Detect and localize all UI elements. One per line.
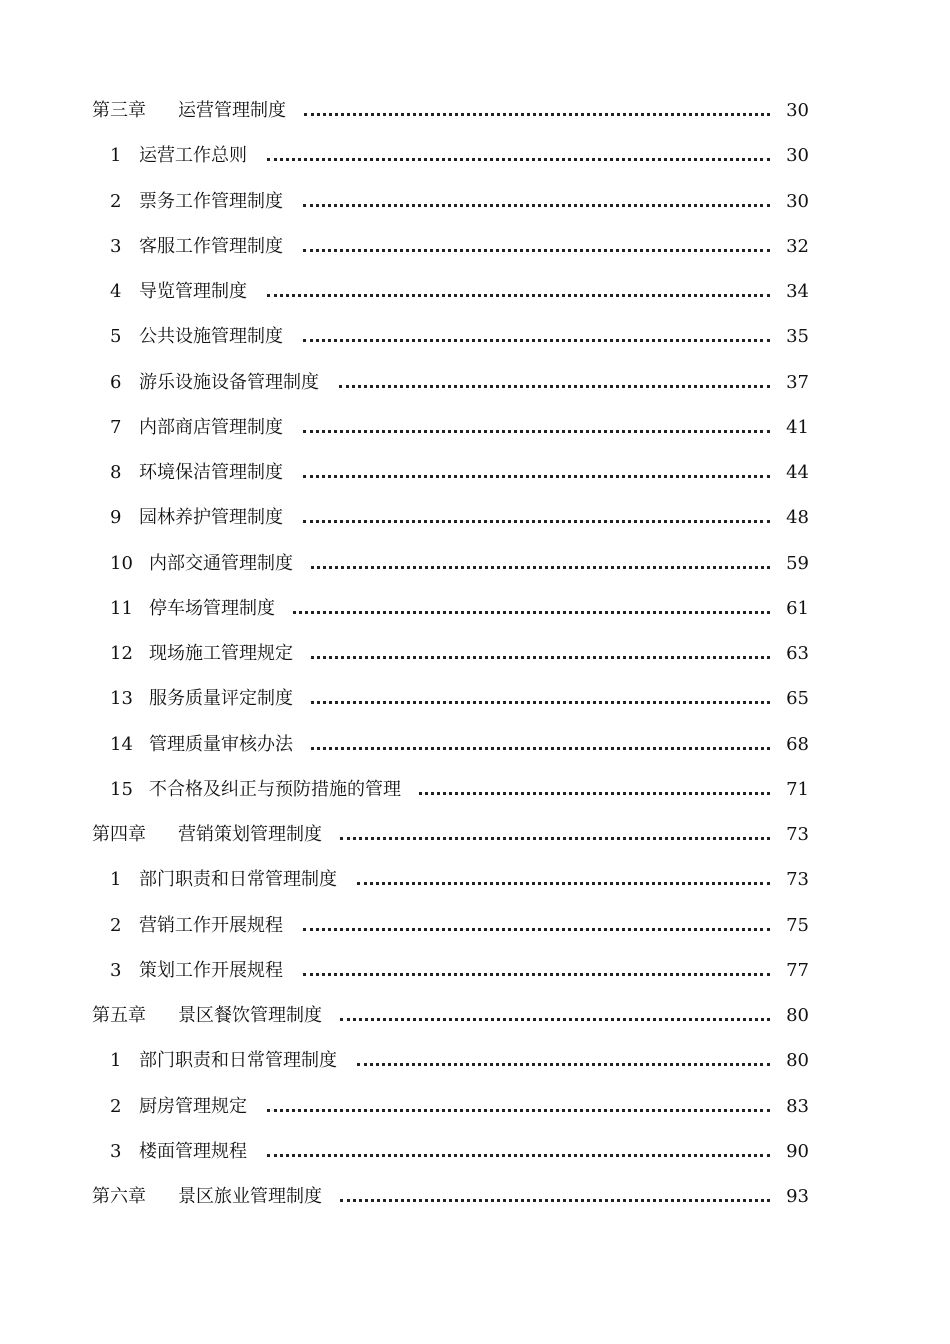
toc-entry-page: 77 <box>786 959 809 981</box>
toc-entry-title: 停车场管理制度 <box>149 597 275 619</box>
toc-entry-number: 10 <box>110 552 133 574</box>
toc-entry-number: 14 <box>110 733 133 755</box>
toc-entry-number: 第六章 <box>92 1186 146 1207</box>
toc-dot-leader <box>303 520 770 523</box>
toc-entry <box>0 186 950 218</box>
toc-entry-number: 1 <box>110 145 122 167</box>
toc-entry-number: 第三章 <box>92 100 146 121</box>
toc-entry-title: 内部交通管理制度 <box>149 552 293 574</box>
toc-entry-title: 策划工作开展规程 <box>139 959 283 981</box>
toc-entry-number: 第五章 <box>92 1005 146 1026</box>
toc-entry-number: 第四章 <box>92 824 146 845</box>
toc-entry-page: 80 <box>786 1050 809 1072</box>
toc-entry <box>0 593 950 625</box>
toc-entry-page: 75 <box>786 914 809 936</box>
toc-entry-page: 30 <box>786 190 809 212</box>
toc-entry <box>0 638 950 670</box>
toc-dot-leader <box>267 1154 770 1157</box>
toc-entry <box>0 864 950 896</box>
toc-entry <box>0 1181 950 1213</box>
toc-dot-leader <box>303 928 770 931</box>
toc-entry-page: 65 <box>786 688 809 710</box>
toc-entry <box>0 1091 950 1123</box>
toc-entry-page: 48 <box>786 507 809 529</box>
toc-dot-leader <box>304 113 770 116</box>
toc-entry <box>0 502 950 534</box>
toc-entry-title: 环境保洁管理制度 <box>139 462 283 483</box>
toc-entry <box>0 367 950 399</box>
toc-entry-page: 68 <box>786 733 809 755</box>
toc-entry-page: 32 <box>786 235 809 257</box>
toc-entry-number: 3 <box>110 1140 122 1162</box>
toc-entry-number: 12 <box>110 643 133 664</box>
toc-dot-leader <box>311 747 770 750</box>
toc-dot-leader <box>311 701 770 704</box>
toc-dot-leader <box>303 973 770 976</box>
toc-entry-title: 部门职责和日常管理制度 <box>139 1050 337 1072</box>
toc-entry-number: 8 <box>110 462 122 483</box>
toc-entry-page: 73 <box>786 869 809 891</box>
toc-dot-leader <box>293 611 770 614</box>
toc-entry-title: 不合格及纠正与预防措施的管理 <box>149 778 401 800</box>
toc-entry-title: 游乐设施设备管理制度 <box>139 371 319 393</box>
toc-dot-leader <box>340 1199 770 1202</box>
toc-dot-leader <box>419 792 770 795</box>
toc-entry-number: 15 <box>110 778 133 800</box>
toc-dot-leader <box>303 430 770 433</box>
toc-entry-number: 5 <box>110 326 122 348</box>
toc-entry-page: 93 <box>786 1186 809 1207</box>
toc-entry-page: 34 <box>786 281 809 302</box>
toc-entry-page: 30 <box>786 100 809 121</box>
toc-dot-leader <box>303 249 770 252</box>
toc-entry-title: 部门职责和日常管理制度 <box>139 869 337 891</box>
toc-entry-title: 园林养护管理制度 <box>139 507 283 529</box>
toc-dot-leader <box>311 566 770 569</box>
toc-dot-leader <box>340 837 770 840</box>
toc-dot-leader <box>267 294 770 297</box>
toc-entry-title: 管理质量审核办法 <box>149 733 293 755</box>
toc-entry-number: 2 <box>110 190 122 212</box>
toc-entry-number: 2 <box>110 1095 122 1117</box>
toc-entry-number: 3 <box>110 959 122 981</box>
toc-entry-title: 客服工作管理制度 <box>139 235 283 257</box>
toc-entry-number: 9 <box>110 507 122 529</box>
toc-entry-page: 59 <box>786 552 809 574</box>
toc-entry <box>0 729 950 761</box>
toc-entry-title: 运营工作总则 <box>139 145 247 167</box>
toc-entry <box>0 774 950 806</box>
toc-dot-leader <box>267 158 770 161</box>
toc-dot-leader <box>311 656 770 659</box>
toc-entry <box>0 321 950 353</box>
toc-entry <box>0 231 950 263</box>
toc-entry-number: 4 <box>110 281 122 302</box>
toc-entry <box>0 412 950 444</box>
toc-entry-number: 2 <box>110 914 122 936</box>
toc-entry <box>0 1136 950 1168</box>
toc-entry-page: 41 <box>786 416 809 438</box>
toc-entry-title: 景区餐饮管理制度 <box>178 1005 322 1026</box>
toc-entry <box>0 457 950 489</box>
toc-entry-page: 80 <box>786 1005 809 1026</box>
toc-entry-number: 6 <box>110 371 122 393</box>
toc-entry-number: 7 <box>110 416 122 438</box>
toc-entry <box>0 276 950 308</box>
toc-entry-page: 44 <box>786 462 809 483</box>
toc-entry-title: 厨房管理规定 <box>139 1095 247 1117</box>
toc-entry-title: 景区旅业管理制度 <box>178 1186 322 1207</box>
toc-entry <box>0 1000 950 1032</box>
toc-entry-number: 11 <box>110 597 133 619</box>
toc-entry-title: 营销策划管理制度 <box>178 824 322 845</box>
toc-entry-title: 现场施工管理规定 <box>149 643 293 664</box>
toc-entry <box>0 548 950 580</box>
toc-entry <box>0 95 950 127</box>
toc-entry <box>0 910 950 942</box>
toc-entry-number: 1 <box>110 1050 122 1072</box>
toc-entry-number: 3 <box>110 235 122 257</box>
toc-entry-page: 71 <box>786 778 809 800</box>
toc-entry <box>0 683 950 715</box>
toc-dot-leader <box>303 204 770 207</box>
toc-dot-leader <box>340 1018 770 1021</box>
toc-entry-title: 导览管理制度 <box>139 281 247 302</box>
toc-entry-page: 35 <box>786 326 809 348</box>
toc-entry-page: 83 <box>786 1095 809 1117</box>
toc-dot-leader <box>303 339 770 342</box>
toc-entry-title: 票务工作管理制度 <box>139 190 283 212</box>
toc-dot-leader <box>357 882 770 885</box>
toc-dot-leader <box>357 1063 770 1066</box>
toc-entry-title: 内部商店管理制度 <box>139 416 283 438</box>
toc-entry-number: 1 <box>110 869 122 891</box>
toc-entry-title: 运营管理制度 <box>178 100 286 121</box>
toc-entry-page: 63 <box>786 643 809 664</box>
toc-entry <box>0 819 950 851</box>
toc-entry-number: 13 <box>110 688 133 710</box>
toc-entry-title: 楼面管理规程 <box>139 1140 247 1162</box>
toc-entry-page: 61 <box>786 597 809 619</box>
toc-entry-page: 73 <box>786 824 809 845</box>
toc-entry <box>0 1045 950 1077</box>
toc-entry-title: 营销工作开展规程 <box>139 914 283 936</box>
toc-entry-title: 公共设施管理制度 <box>139 326 283 348</box>
toc-dot-leader <box>267 1109 770 1112</box>
toc-entry <box>0 955 950 987</box>
toc-entry-page: 30 <box>786 145 809 167</box>
toc-dot-leader <box>303 475 770 478</box>
toc-dot-leader <box>339 385 770 388</box>
toc-entry <box>0 140 950 172</box>
toc-entry-page: 37 <box>786 371 809 393</box>
toc-entry-page: 90 <box>786 1140 809 1162</box>
toc-entry-title: 服务质量评定制度 <box>149 688 293 710</box>
